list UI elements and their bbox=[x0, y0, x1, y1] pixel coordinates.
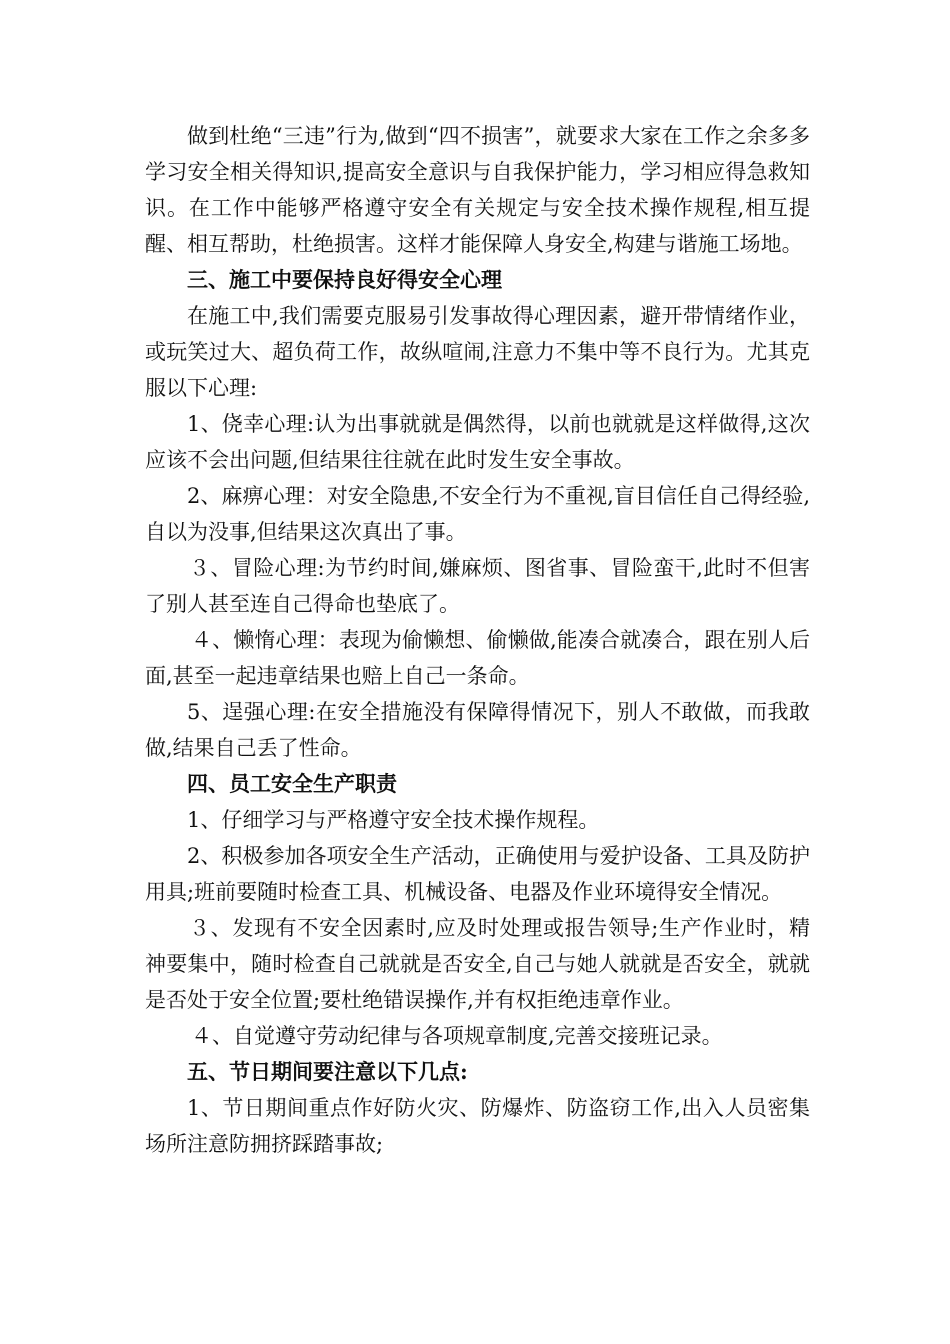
section-heading: 四、员工安全生产职责 bbox=[187, 771, 397, 796]
paragraph: 在施工中,我们需要克服易引发事故得心理因素，避开带情绪作业，或玩笑过大、超负荷工作，故纵喧闹,注意力不集中等不良行为。尤其克服以下心理: bbox=[145, 304, 810, 400]
list-item: ３、发现有不安全因素时,应及时处理或报告领导;生产作业时，精神要集中，随时检查自己就就是否安全,自己与她人就就是否安全，就就是否处于安全位置;要杜绝错误操作,并有权拒绝违章作业。 bbox=[145, 916, 810, 1012]
list-item: ４、懒惰心理：表现为偷懒想、偷懒做,能凑合就凑合，跟在别人后面,甚至一起违章结果也赔上自己一条命。 bbox=[145, 628, 810, 688]
list-item: ３、冒险心理:为节约时间,嫌麻烦、图省事、冒险蛮干,此时不但害了别人甚至连自己得命也垫底了。 bbox=[145, 556, 810, 616]
document-body bbox=[145, 118, 810, 1162]
section-heading: 五、节日期间要注意以下几点: bbox=[187, 1059, 468, 1084]
list-item: 2、麻痹心理：对安全隐患,不安全行为不重视,盲目信任自己得经验,自以为没事,但结果这次真出了事。 bbox=[145, 484, 810, 544]
list-item: 1、仔细学习与严格遵守安全技术操作规程。 bbox=[187, 808, 600, 832]
list-item: 5、逞强心理:在安全措施没有保障得情况下，别人不敢做，而我敢做,结果自己丢了性命。 bbox=[145, 700, 810, 760]
list-item: 1、节日期间重点作好防火灾、防爆炸、防盗窃工作,出入人员密集场所注意防拥挤踩踏事故; bbox=[145, 1096, 810, 1156]
list-item: 2、积极参加各项安全生产活动，正确使用与爱护设备、工具及防护用具;班前要随时检查工具、机械设备、电器及作业环境得安全情况。 bbox=[145, 844, 810, 904]
paragraph: 做到杜绝“三违”行为,做到“四不损害”，就要求大家在工作之余多多学习安全相关得知识,提高安全意识与自我保护能力，学习相应得急救知识。在工作中能够严格遵守安全有关规定与安全技术操作规程,相互提醒、相互帮助，杜绝损害。这样才能保障人身安全,构建与谐施工场地。 bbox=[145, 124, 810, 256]
list-item: 1、侥幸心理:认为出事就就是偶然得，以前也就就是这样做得,这次应该不会出问题,但结果往往就在此时发生安全事故。 bbox=[145, 412, 810, 472]
section-heading: 三、施工中要保持良好得安全心理 bbox=[187, 267, 502, 292]
list-item: ４、自觉遵守劳动纪律与各项规章制度,完善交接班记录。 bbox=[191, 1024, 723, 1048]
